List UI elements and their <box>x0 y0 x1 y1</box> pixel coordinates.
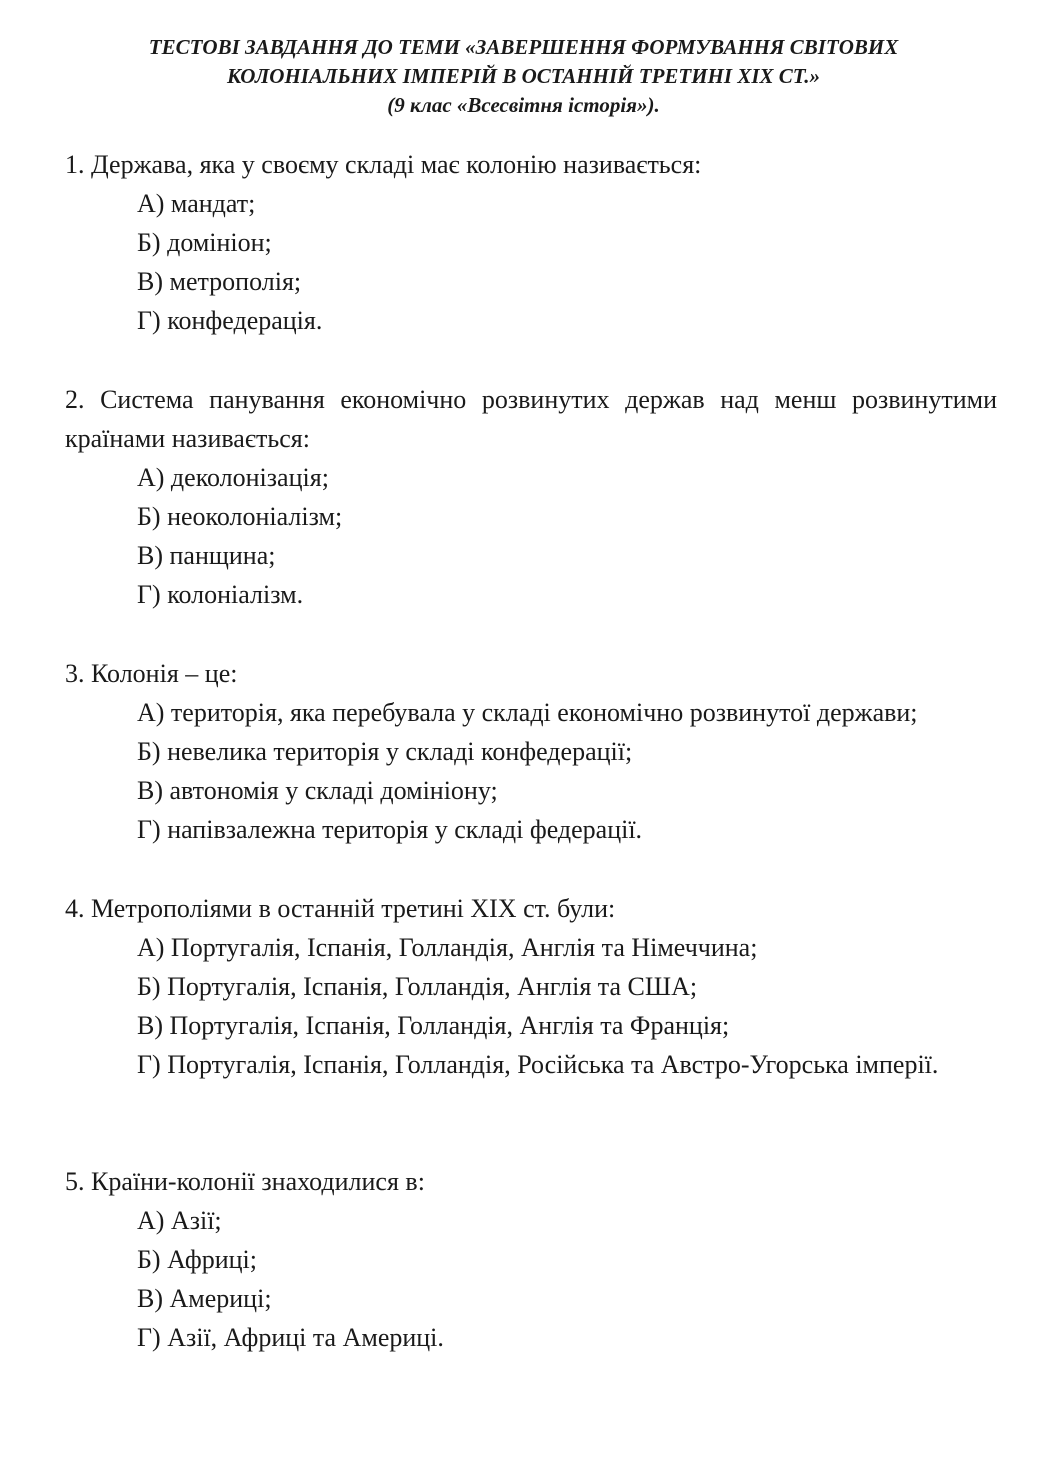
answer-option-v: В) автономія у складі домініону; <box>137 776 498 805</box>
answer-option-v: В) Америці; <box>137 1284 272 1313</box>
question-2 <box>65 380 997 614</box>
answer-option-b: Б) неоколоніалізм; <box>137 502 343 531</box>
answer-option-g: Г) напівзалежна територія у складі федерації. <box>137 815 643 844</box>
document-header <box>0 33 1047 120</box>
question-1 <box>65 145 997 340</box>
question-5 <box>65 1162 997 1357</box>
answer-option-a: А) мандат; <box>137 189 256 218</box>
question-text: 1. Держава, яка у своєму складі має колонію називається: <box>65 150 702 179</box>
header-title-line-1: ТЕСТОВІ ЗАВДАННЯ ДО ТЕМИ «ЗАВЕРШЕННЯ ФОРМУВАННЯ СВІТОВИХ <box>148 35 899 59</box>
answer-option-a: А) Азії; <box>137 1206 222 1235</box>
answer-option-b: Б) домініон; <box>137 228 272 257</box>
question-4 <box>65 889 997 1084</box>
header-title-line-2: КОЛОНІАЛЬНИХ ІМПЕРІЙ В ОСТАННІЙ ТРЕТИНІ ХІХ СТ.» <box>226 64 821 88</box>
question-text: 2. Система панування економічно розвинутих держав над менш розвинутими країнами називається: <box>65 385 997 453</box>
answer-option-b: Б) невелика територія у складі конфедерації; <box>137 737 633 766</box>
answer-option-a: А) деколонізація; <box>137 463 329 492</box>
answer-option-g: Г) конфедерація. <box>137 306 323 335</box>
answer-option-b: Б) Африці; <box>137 1245 257 1274</box>
question-text: 3. Колонія – це: <box>65 659 238 688</box>
question-text: 5. Країни-колонії знаходилися в: <box>65 1167 425 1196</box>
answer-option-g: Г) Португалія, Іспанія, Голландія, Російська та Австро-Угорська імперії. <box>137 1050 939 1079</box>
answer-option-g: Г) колоніалізм. <box>137 580 304 609</box>
answer-option-g: Г) Азії, Африці та Америці. <box>137 1323 444 1352</box>
answer-option-b: Б) Португалія, Іспанія, Голландія, Англія та США; <box>137 972 698 1001</box>
question-3 <box>65 654 997 849</box>
header-subtitle: (9 клас «Всесвітня історія»). <box>387 93 660 117</box>
answer-option-a: А) Португалія, Іспанія, Голландія, Англія та Німеччина; <box>137 933 758 962</box>
answer-option-v: В) панщина; <box>137 541 276 570</box>
answer-option-a: А) територія, яка перебувала у складі економічно розвинутої держави; <box>137 698 918 727</box>
answer-option-v: В) метрополія; <box>137 267 302 296</box>
question-text: 4. Метрополіями в останній третині ХІХ ст. були: <box>65 894 616 923</box>
answer-option-v: В) Португалія, Іспанія, Голландія, Англія та Франція; <box>137 1011 730 1040</box>
